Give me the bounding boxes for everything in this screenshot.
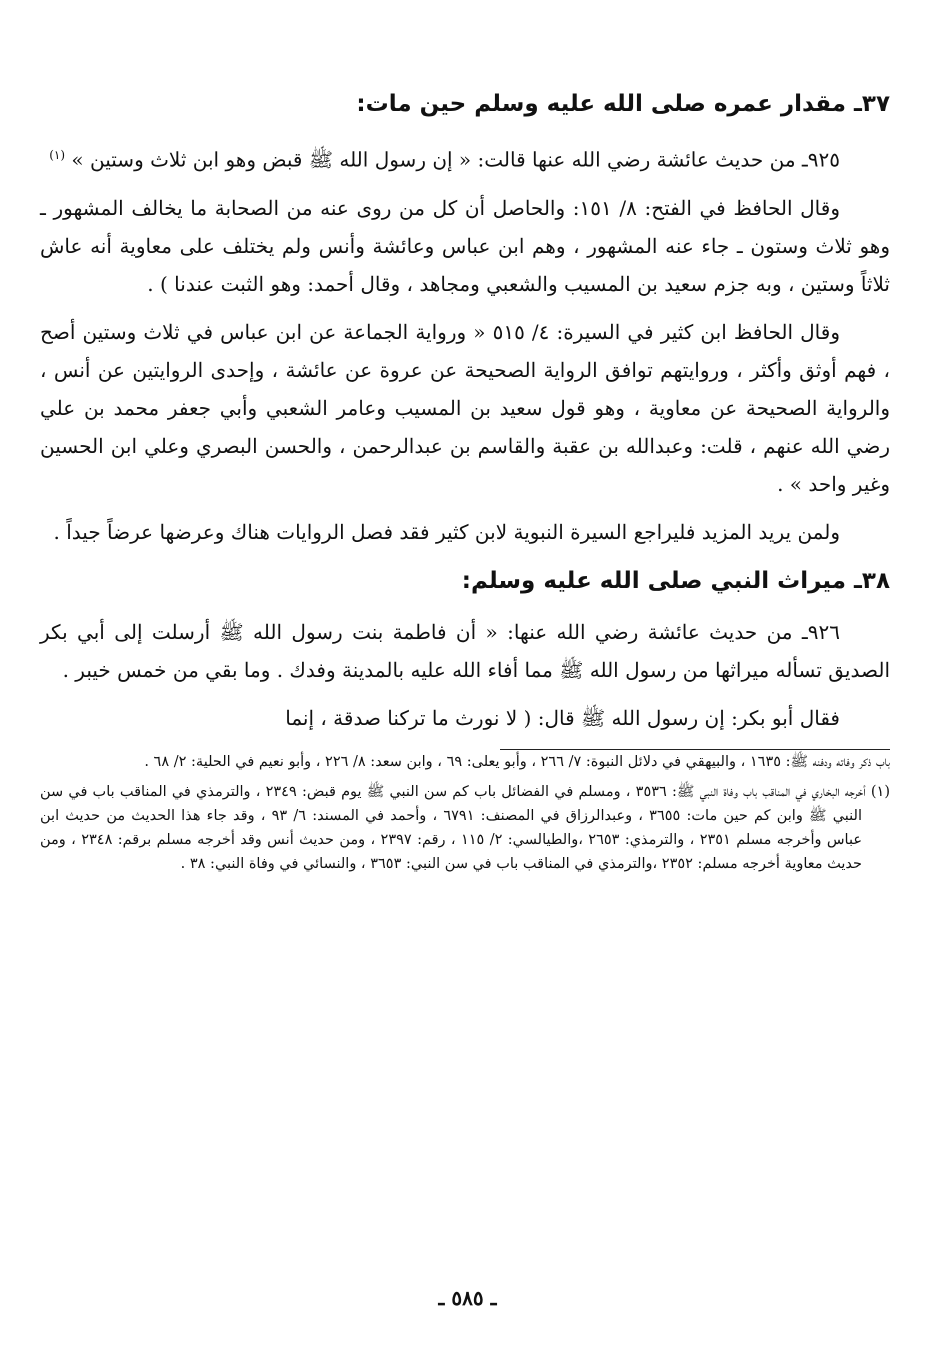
- section-38-heading: ٣٨ـ ميراث النبي صلى الله عليه وسلم:: [461, 567, 890, 594]
- hadith-925-text: ٩٢٥ـ من حديث عائشة رضي الله عنها قالت: « إن رسول الله ﷺ قبض وهو ابن ثلاث وستين »: [71, 147, 840, 172]
- footnote-ref-1: (١): [49, 148, 66, 162]
- section-38-paragraph-1: فقال أبو بكر: إن رسول الله ﷺ قال: ( لا نورث ما تركنا صدقة ، إنما: [285, 705, 840, 730]
- section-37-paragraph-3: ولمن يريد المزيد فليراجع السيرة النبوية لابن كثير فقد فصل الروايات هناك وعرضها عرضاً جيداً .: [53, 519, 840, 544]
- section-37-paragraph-2: وقال الحافظ ابن كثير في السيرة: ٤/ ٥١٥ « ورواية الجماعة عن ابن عباس في ثلاث وستين أصح ، فهم أوثق وأكثر ، وروايتهم توافق الرواية الصحيحة عن عروة عن عائشة ، وإحدى الروايتين عن أنس ، والرواية الصحيحة عن معاوية ، وهو قول سعيد بن المسيب وعامر الشعبي وأبي جعفر محمد بن علي رضي الله عنهم ، قلت: وعبدالله بن عقبة والقاسم بن عبدالرحمن ، والحسن البصري وعلي ابن الحسين وغير واحد » .: [40, 319, 890, 496]
- hadith-926: ٩٢٦ـ من حديث عائشة رضي الله عنها: « أن فاطمة بنت رسول الله ﷺ أرسلت إلى أبي بكر الصديق تسأله ميراثها من رسول الله ﷺ مما أفاء الله عليه بالمدينة وفدك . وما بقي من خمس خيبر .: [40, 619, 890, 682]
- page-number: ـ ٥٨٥ ـ: [438, 1286, 497, 1310]
- section-37-paragraph-1: وقال الحافظ في الفتح: ٨/ ١٥١: والحاصل أن كل من روى عنه من الصحابة ما يخالف المشهور ـ وهو ثلاث وستون ـ جاء عنه المشهور ، وهم ابن عباس وعائشة وأنس ولم يختلف على معاوية أنه عاش ثلاثاً وستين ، وبه جزم سعيد بن المسيب والشعبي ومجاهد ، وقال أحمد: وهو الثبت عندنا ) .: [40, 195, 890, 296]
- footnote-1: (١) أخرجه البخاري في المناقب باب وفاة النبي ﷺ: ٣٥٣٦ ، ومسلم في الفضائل باب كم سن النبي ﷺ يوم قبض: ٢٣٤٩ ، والترمذي في المناقب باب في سن النبي ﷺ وابن كم حين مات: ٣٦٥٥ ، وعبدالرزاق في المصنف: ٦٧٩١ ، وأحمد في المسند: ٦/ ٩٣ ، وقد جاء هذا الحديث من حديث ابن عباس وأخرجه مسلم ٢٣٥١ ، والترمذي: ٢٦٥٣ ،والطيالسي: ٢/ ١١٥ ، رقم: ٢٣٩٧ ، ومن حديث أنس وقد أخرجه مسلم برقم: ٢٣٤٨ ، ومن حديث معاوية أخرجه مسلم: ٢٣٥٢ ،والترمذي في المناقب باب في سن النبي: ٣٦٥٣ ، والنسائي في وفاة النبي: ٣٨ .: [40, 783, 890, 872]
- footnote-continued: باب ذكر وفاته ودفنه ﷺ: ١٦٣٥ ، والبيهقي في دلائل النبوة: ٧/ ٢٦٦ ، وأبو يعلى: ٦٩ ، وابن سعد: ٨/ ٢٢٦ ، وأبو نعيم في الحلية: ٢/ ٦٨ .: [144, 753, 890, 770]
- section-37-heading: ٣٧ـ مقدار عمره صلى الله عليه وسلم حين مات:: [356, 91, 890, 117]
- hadith-925: [40, 136, 890, 179]
